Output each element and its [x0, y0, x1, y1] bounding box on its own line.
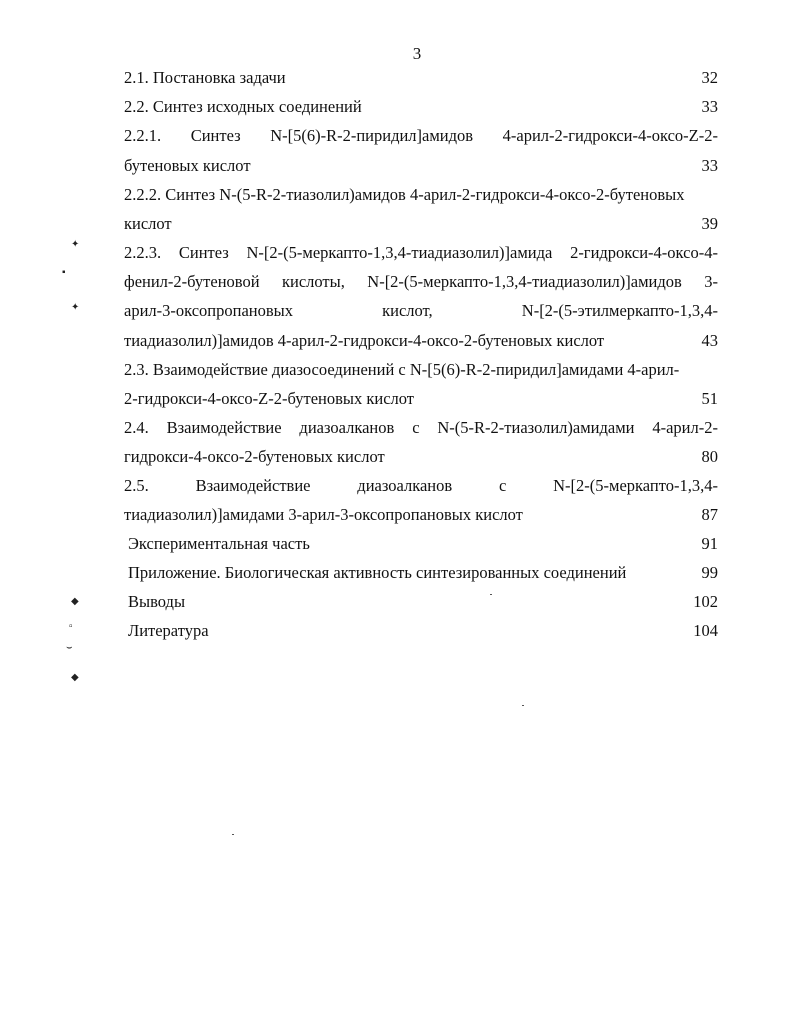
toc-page-appendix: 99 [701, 563, 718, 582]
toc-page-2-2-1: 33 [701, 156, 718, 175]
toc-entry-2-2-3-line2: фенил-2-бутеновой кислоты, N-[2-(5-меркапто-1,3,4-тиадиазолил)]амидов 3- [124, 272, 718, 291]
toc-entry-2-2-3-line4: тиадиазолил)]амидов 4-арил-2-гидрокси-4-оксо-2-бутеновых кислот [124, 331, 605, 350]
toc-page-2-2-3: 43 [701, 331, 718, 350]
toc-page-conclusions: 102 [693, 592, 718, 611]
scan-speck: ▫ [69, 621, 73, 632]
page-number: 3 [412, 44, 422, 63]
toc-entry-2-5-line1: 2.5. Взаимодействие диазоалканов с N-[2-(5-меркапто-1,3,4- [124, 476, 718, 495]
toc-page-2-3: 51 [701, 389, 718, 408]
toc-entry-2-5-line2: тиадиазолил)]амидами 3-арил-3-оксопропановых кислот [124, 505, 523, 524]
toc-page-2-5: 87 [701, 505, 718, 524]
toc-entry-appendix: Приложение. Биологическая активность синтезированных соединений [128, 563, 627, 582]
toc-entry-experimental: Экспериментальная часть [128, 534, 310, 553]
toc-entry-2-2-2-line2: кислот [124, 214, 172, 233]
toc-entry-2-3-line1: 2.3. Взаимодействие диазосоединений с N-[5(6)-R-2-пиридил]амидами 4-арил- [124, 360, 680, 379]
toc-entry-2-2-3-line1: 2.2.3. Синтез N-[2-(5-меркапто-1,3,4-тиадиазолил)]амида 2-гидрокси-4-оксо-4- [124, 243, 718, 262]
scan-speck: ⌣ [66, 642, 73, 653]
scan-dot [490, 594, 492, 595]
toc-page-literature: 104 [693, 621, 718, 640]
toc-entry-2-4-line2: гидрокси-4-оксо-2-бутеновых кислот [124, 447, 385, 466]
toc-entry-2-3-line2: 2-гидрокси-4-оксо-Z-2-бутеновых кислот [124, 389, 415, 408]
toc-page-2-1: 32 [701, 68, 718, 87]
toc-entry-2-2-2-line1: 2.2.2. Синтез N-(5-R-2-тиазолил)амидов 4-арил-2-гидрокси-4-оксо-2-бутеновых [124, 185, 685, 204]
toc-entry-2-2: 2.2. Синтез исходных соединений [124, 97, 362, 116]
toc-page-2-2: 33 [701, 97, 718, 116]
toc-entry-2-4-line1: 2.4. Взаимодействие диазоалканов с N-(5-R-2-тиазолил)амидами 4-арил-2- [124, 418, 718, 437]
toc-entry-2-1: 2.1. Постановка задачи [124, 68, 286, 87]
toc-page-2-4: 80 [701, 447, 718, 466]
toc-entry-2-2-1-line2: бутеновых кислот [124, 156, 251, 175]
scan-speck: ▪ [62, 267, 66, 278]
scan-speck: ◆ [71, 596, 79, 607]
toc-entry-2-2-3-line3: арил-3-оксопропановых кислот, N-[2-(5-этилмеркапто-1,3,4- [124, 301, 718, 320]
toc-entry-2-2-1-line1: 2.2.1. Синтез N-[5(6)-R-2-пиридил]амидов 4-арил-2-гидрокси-4-оксо-Z-2- [124, 126, 718, 145]
scan-dot [522, 705, 524, 706]
scan-speck: ◆ [71, 672, 79, 683]
toc-entry-literature: Литература [128, 621, 209, 640]
scan-speck: ✦ [71, 302, 80, 313]
toc-page-2-2-2: 39 [701, 214, 718, 233]
toc-page-experimental: 91 [701, 534, 718, 553]
scan-dot [232, 834, 234, 835]
scan-speck: ✦ [71, 239, 80, 250]
toc-entry-conclusions: Выводы [128, 592, 186, 611]
